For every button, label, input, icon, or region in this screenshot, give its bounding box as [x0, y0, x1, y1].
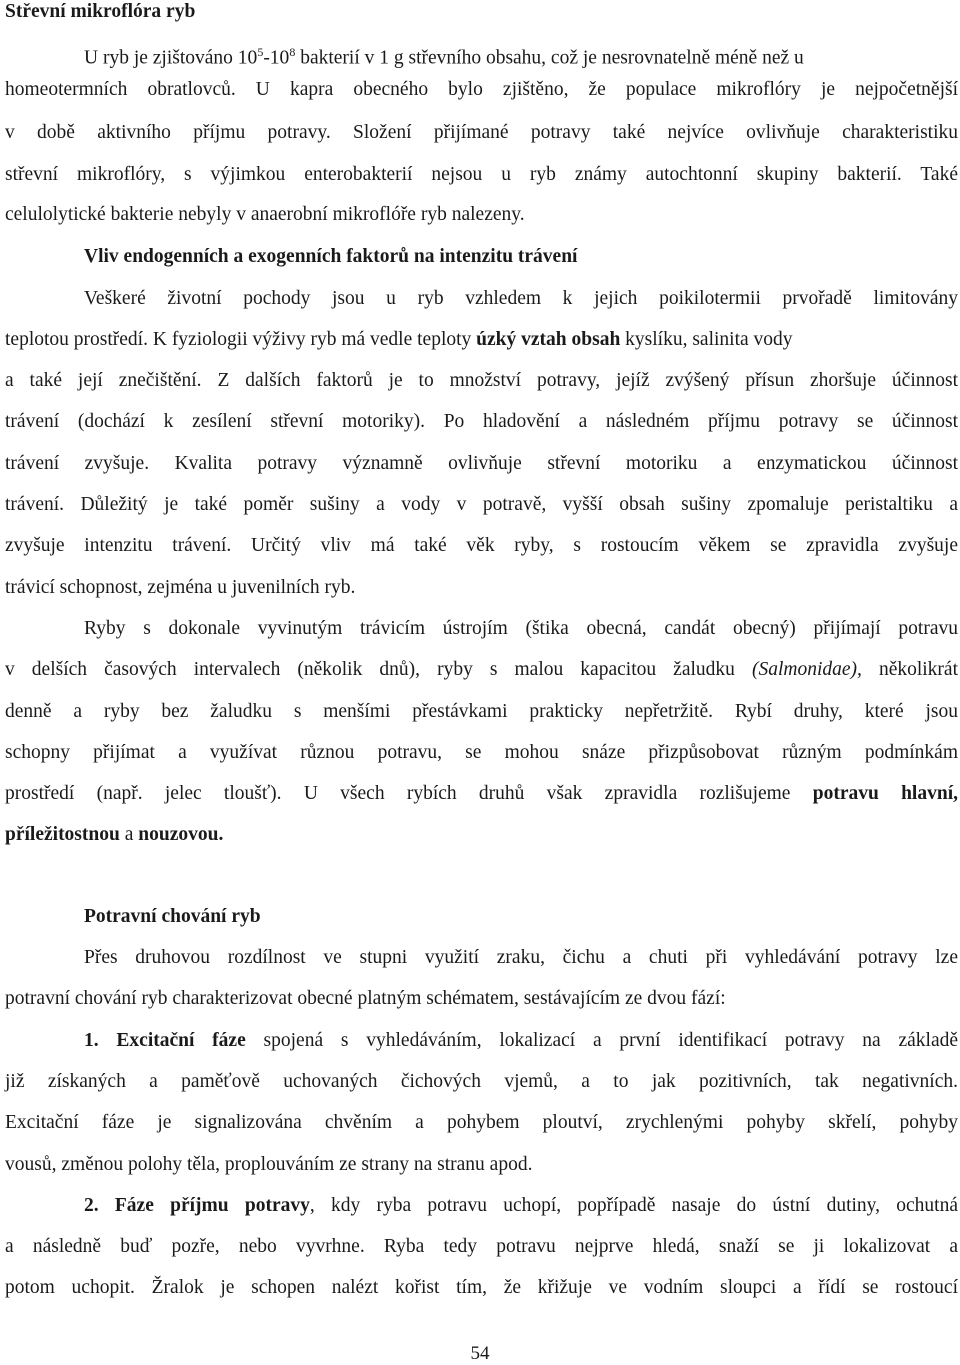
paragraph-line: U ryb je zjištováno $10^5-10^8$ bakterií v 1 g střevního obsahu, což je nesrovnatelně méně než u — [84, 45, 804, 69]
heading-digestion-factors: Vliv endogenních a exogenních faktorů na intenzitu trávení — [84, 246, 578, 267]
paragraph-line: a následně buď pozře, nebo vyvrhne. Ryba tedy potravu nejprve hledá, snaží se ji lokalizovat a — [5, 1236, 958, 1257]
paragraph-line: potravní chování ryb charakterizovat obecné platným schématem, sestávajícím ze dvou fází: — [5, 988, 726, 1009]
list-item-intake: 2. Fáze příjmu potravy, kdy ryba potravu uchopí, popřípadě nasaje do ústní dutiny, ochutná — [84, 1195, 958, 1216]
paragraph-line: a také její znečištění. Z dalších faktorů je to množství potravy, jejíž zvýšený přísun zhoršuje účinnost — [5, 370, 958, 391]
paragraph-line: v delších časových intervalech (několik dnů), ryby s malou kapacitou žaludku (Salmonidae), několikrát — [5, 659, 959, 680]
paragraph-line: potom uchopit. Žralok je schopen nalézt kořist tím, že křižuje ve vodním sloupci a řídí se rostoucí — [5, 1277, 958, 1298]
paragraph-line: teplotou prostředí. K fyziologii výživy ryb má vedle teploty úzký vztah obsah kyslíku, salinita vody — [5, 329, 793, 350]
paragraph-line: v době aktivního příjmu potravy. Složení přijímané potravy také nejvíce ovlivňuje charakteristiku — [5, 122, 958, 143]
paragraph-line: trávení. Důležitý je také poměr sušiny a vody v potravě, vyšší obsah sušiny zpomaluje peristaltiku a — [5, 494, 958, 515]
heading-feeding-behavior: Potravní chování ryb — [84, 906, 261, 927]
paragraph-line: Přes druhovou rozdílnost ve stupni využití zraku, čichu a chuti při vyhledávání potravy lze — [84, 947, 958, 968]
list-item-excitation: 1. Excitační fáze spojená s vyhledáváním, lokalizací a první identifikací potravy na základě — [84, 1030, 959, 1051]
paragraph-line: prostředí (např. jelec tloušť). U všech rybích druhů však zpravidla rozlišujeme potravu hlavní, — [5, 783, 958, 804]
paragraph-line: Ryby s dokonale vyvinutým trávicím ústrojím (štika obecná, candát obecný) přijímají potravu — [84, 618, 958, 639]
paragraph-line: celulolytické bakterie nebyly v anaerobní mikroflóře ryb nalezeny. — [5, 204, 525, 225]
paragraph-line: již získaných a paměťově uchovaných čichových vjemů, a to jak pozitivních, tak negativních. — [5, 1071, 958, 1092]
paragraph-line: Excitační fáze je signalizována chvěním a pohybem ploutví, zrychlenými pohyby skřelí, pohyby — [5, 1112, 958, 1133]
paragraph-line: denně a ryby bez žaludku s menšími přestávkami prakticky nepřetržitě. Rybí druhy, které jsou — [5, 701, 958, 722]
paragraph-line: zvyšuje intenzitu trávení. Určitý vliv má také věk ryby, s rostoucím věkem se zpravidla zvyšuje — [5, 535, 958, 556]
page-number: 54 — [470, 1343, 490, 1364]
heading-intestinal-microflora: Střevní mikroflóra ryb — [5, 1, 196, 22]
paragraph-line: schopny přijímat a využívat různou potravu, se mohou snáze přizpůsobovat různým podmínkám — [5, 742, 958, 763]
paragraph-line: příležitostnou a nouzovou. — [5, 824, 224, 845]
paragraph-line: střevní mikroflóry, s výjimkou enterobakterií nejsou u ryb známy autochtonní skupiny bakterií. Také — [5, 164, 958, 185]
paragraph-line: Veškeré životní pochody jsou u ryb vzhledem k jejich poikilotermii prvořadě limitovány — [84, 288, 958, 309]
paragraph-line: vousů, změnou polohy těla, proplouváním ze strany na stranu apod. — [5, 1154, 533, 1175]
paragraph-line: trávení zvyšuje. Kvalita potravy významně ovlivňuje střevní motoriku a enzymatickou účinnost — [5, 453, 958, 474]
paragraph-line: trávicí schopnost, zejména u juvenilních ryb. — [5, 577, 356, 598]
paragraph-line: trávení (dochází k zesílení střevní motoriky). Po hladovění a následném příjmu potravy se účinnost — [5, 411, 958, 432]
paragraph-line: homeotermních obratlovců. U kapra obecného bylo zjištěno, že populace mikroflóry je nejpočetnější — [5, 79, 958, 100]
